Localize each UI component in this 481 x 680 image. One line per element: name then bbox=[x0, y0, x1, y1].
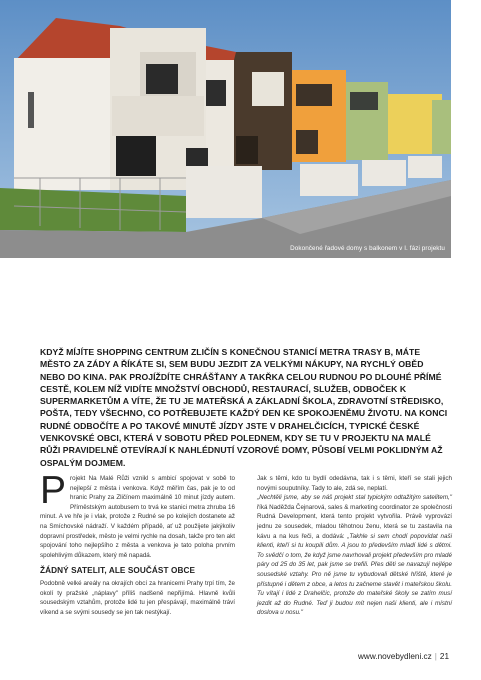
lead-paragraph: KDYŽ MÍJÍTE SHOPPING CENTRUM ZLIČÍN S KONEČNOU STANICÍ METRA TRASY B, MÁTE MĚSTO ZA ZÁDY A ŘÍKÁTE SI, SEM BUDU JEZDIT ZA VELKÝMI NÁKUPY, NA RYCHLÝ OBĚD NEBO DO KINA. PAK PROJÍŽDÍTE CHRÁŠŤANY A TAKŘKA CELOU RUDNOU PO DLOUHÉ PŘÍMÉ CESTĚ, KOLEM NÍŽ VIDÍTE MNOŽSTVÍ OBCHODŮ, RESTAURACÍ, SLUŽEB, ODBOČEK K SUPERMARKETŮM A VÍTE, ŽE TU JE MATEŘSKÁ A ZÁKLADNÍ ŠKOLA, ZDRAVOTNÍ STŘEDISKO, POŠTA, TEDY VŠECHNO, CO POTŘEBUJETE KAŽDÝ DEN KE SPOKOJENĚMU ŽIVOTU. NA KONCI RUDNÉ ODBOČÍTE A PO TAKOVÉ MINUTĚ JÍZDY JSTE V DRAHELČICÍCH, TYPICKÉ ČESKÉ VENKOVSKÉ OBCI, KTERÁ V SOBOTU PŘED POLEDNEM, KDY SE TU V PROJEKTU NA MALÉ RŮŽI PRAVIDELNĚ OTEVÍRAJÍ K NAHLÉDNUTÍ VZOROVÉ DOMY, PŮSOBÍ VELMI POKLIDNÝM AŽ OSPALÝM DOJMEM. bbox=[40, 347, 448, 468]
quote: „Nechtěli jsme, aby se náš projekt stal typickým odtažitým satelitem," bbox=[257, 494, 452, 502]
paragraph: Podobně velké areály na okrajích obcí za hranicemi Prahy trpí tím, že okolí ty pražské „náplavy" příliš nadšeně nepřijímá. Hlavně kvůli sousedským vztahům, protože lidé tu jen přespávají, maximálně tráví víkend a se svými sousedy se jen tak nestýkají. bbox=[40, 579, 235, 616]
drop-cap: P bbox=[40, 469, 67, 512]
paragraph-text: říká Naděžda Čejnarová, sales & marketing coordinator ze společnosti Rudná Development, která tento projekt vytvořila. Právě vyprovází jednu ze sousedek, mladou těhotnou ženu, která se tu zastavila na kávu a na kus řeči, a dodává: bbox=[257, 503, 452, 540]
paragraph-text: rojekt Na Malé Růži vznikl s ambicí spojovat v sobě to nejlepší z města i venkova. Když měřím čas, pak je to od hranic Prahy za Zličínem maximálně 10 minut jízdy autem. Příměstským autobusem to trvá ke stanici metra zhruba 16 minut. A ve hře je i vlak, protože z Rudné se po kolejích dostanete až na Smíchovské nádraží. V každém případě, ať už použijete jakýkoliv dopravní prostředek, město je velmi rychle na dosah, takže pro ten akt spojování toho nejlepšího z města a venkova je tato poloha prvním spolehlivým důkazem, který mě napadá. bbox=[40, 475, 235, 559]
article-column-left bbox=[40, 469, 235, 617]
quote: „Takhle si sem chodí popovídat naši klienti, kteří si tu koupili dům. A jsou to především mladí lidé s dětmi. To svědčí o tom, že když jsme navrhovali projekt především pro mladé páry od 25 do 35 let, pak jsme se trefili. Přes děti se navazují nejlépe sousedské vztahy. Pro ně jsme tu vybudovali dětské hřiště, které je přístupné i dětem z obce, a letos tu začneme stavět i mateřskou školu. Tu vítají i lidé z Drahelčic, protože do mateřské školy se zatím musí jezdit až do Rudné. Teď ji budou mít nejen naši klienti, ale i místní doslova u nosu." bbox=[257, 532, 452, 617]
page-number: 21 bbox=[439, 652, 449, 661]
footer-separator: | bbox=[434, 652, 437, 661]
paragraph bbox=[257, 493, 452, 618]
paragraph bbox=[40, 469, 235, 560]
section-heading: ŽÁDNÝ SATELIT, ALE SOUČÁST OBCE bbox=[40, 566, 196, 576]
page-footer bbox=[358, 652, 449, 661]
website-link[interactable]: www.novebydleni.cz bbox=[358, 652, 432, 661]
article-column-right bbox=[257, 474, 452, 618]
houses-photo bbox=[0, 0, 451, 258]
paragraph: Jak s těmi, kdo tu bydlí odedávna, tak i s těmi, kteří se stali jejich novými souputníky. Tady to ale, zdá se, neplatí. bbox=[257, 475, 452, 492]
houses-illustration bbox=[0, 0, 451, 258]
photo-caption: Dokončené řadové domy s balkonem v I. fázi projektu bbox=[290, 245, 445, 252]
